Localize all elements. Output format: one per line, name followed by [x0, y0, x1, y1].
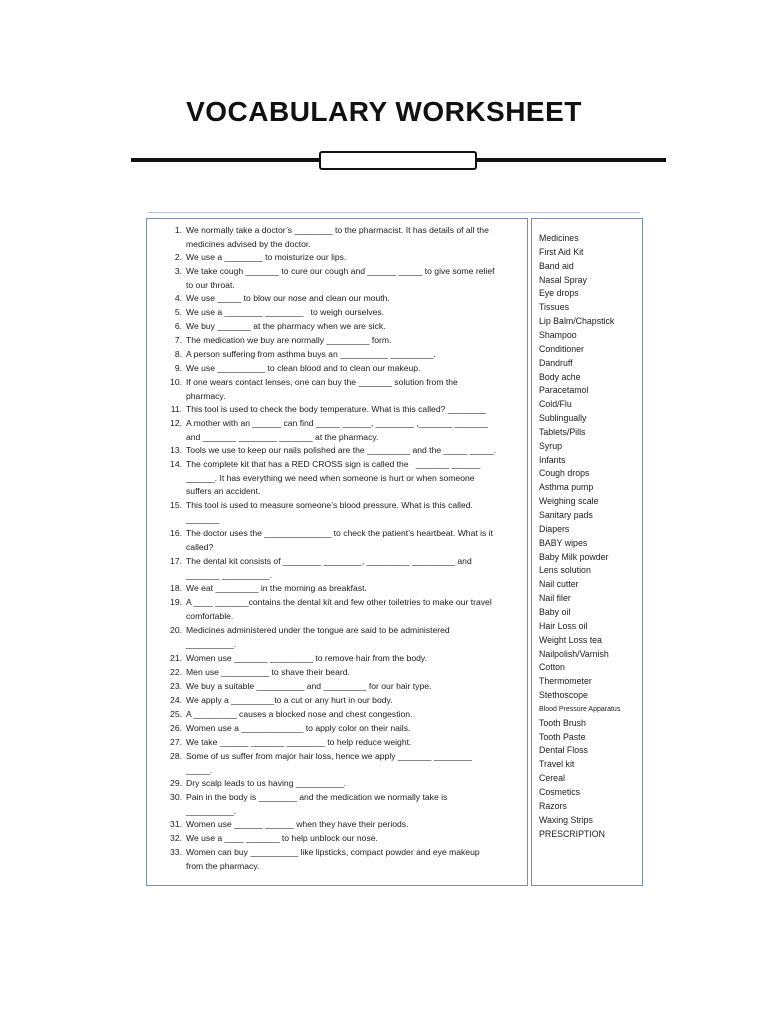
word-bank-item: Weight Loss tea [539, 634, 602, 645]
question-number: 2. [174, 252, 182, 262]
question-number: 1. [174, 225, 182, 235]
question-number: 25. [170, 709, 182, 719]
question-text: The dental kit consists of ________ ________, _________ _________ and _______ __________. [186, 556, 472, 580]
question-text: We use a ____ _______ to help unblock our nose. [186, 833, 378, 843]
question-number: 27. [170, 737, 182, 747]
question-text: Women use ______ ______ when they have their periods. [186, 819, 409, 829]
word-bank-item: Dental Floss [539, 745, 588, 756]
word-bank-item: Band aid [539, 260, 574, 271]
word-bank-item: Shampoo [539, 329, 577, 340]
question-number: 26. [170, 723, 182, 733]
question-number: 30. [170, 792, 182, 802]
word-bank-item: Weighing scale [539, 496, 599, 507]
question-text: A mother with an ______ can find _____ ______, ________ ,_______ _______ and _______ ________ _______ at the pharmacy. [186, 418, 488, 442]
question-text: Medicines administered under the tongue are said to be administered __________. [186, 625, 450, 649]
word-bank-item: Cereal [539, 773, 565, 784]
word-bank-item: Eye drops [539, 288, 579, 299]
word-bank-item: Stethoscope [539, 690, 588, 701]
word-bank-item: Waxing Strips [539, 814, 593, 825]
question-number: 23. [170, 681, 182, 691]
question-number: 17. [170, 556, 182, 566]
question-number: 18. [170, 583, 182, 593]
word-bank-item: Cotton [539, 662, 565, 673]
question-number: 10. [170, 377, 182, 387]
question-number: 24. [170, 695, 182, 705]
word-bank-item: Thermometer [539, 676, 592, 687]
question-text: We normally take a doctor’s ________ to the pharmacist. It has details of all the medicines advised by the doctor. [186, 225, 489, 249]
question-text: Women use a _____________ to apply color on their nails. [186, 723, 411, 733]
word-bank-item: Syrup [539, 440, 562, 451]
question-text: We use __________ to clean blood and to clean our makeup. [186, 363, 421, 373]
question-text: The doctor uses the ______________ to check the patient’s heartbeat. What is it called? [186, 528, 494, 552]
question-number: 6. [174, 321, 182, 331]
question-text: Some of us suffer from major hair loss, hence we apply _______ ________ _____. [186, 751, 472, 775]
word-bank-item: Hair Loss oil [539, 620, 588, 631]
question-text: We eat _________ in the morning as breakfast. [186, 583, 367, 593]
question-text: We apply a _________to a cut or any hurt in our body. [186, 695, 393, 705]
question-text: A ____ _______contains the dental kit and few other toiletries to make our travel comfortable. [186, 597, 492, 621]
word-bank-item: Tooth Paste [539, 731, 586, 742]
question-number: 33. [170, 847, 182, 857]
question-text: The medication we buy are normally _________ form. [186, 335, 392, 345]
word-bank-item: Nail filer [539, 593, 571, 604]
word-bank-item: Tablets/Pills [539, 426, 586, 437]
question-number: 9. [174, 363, 182, 373]
word-bank-item: Infants [539, 454, 566, 465]
word-bank-item: Nasal Spray [539, 274, 587, 285]
word-bank-item: Sublingually [539, 413, 587, 424]
word-bank-item: Body ache [539, 371, 581, 382]
word-bank-item: Diapers [539, 523, 570, 534]
question-text: Tools we use to keep our nails polished are the _________ and the _____ _____. [186, 445, 497, 455]
question-text: We buy a suitable __________ and _________ for our hair type. [186, 681, 432, 691]
word-bank-item: Lens solution [539, 565, 591, 576]
question-text: We buy _______ at the pharmacy when we are sick. [186, 321, 386, 331]
word-bank-item: Sanitary pads [539, 510, 593, 520]
question-number: 29. [170, 778, 182, 788]
question-number: 5. [174, 307, 182, 317]
question-number: 31. [170, 819, 182, 829]
question-text: We take ______ _______ ________ to help reduce weight. [186, 737, 412, 747]
question-text: Pain in the body is ________ and the medication we normally take is __________. [186, 792, 448, 816]
word-bank-item: Cosmetics [539, 787, 581, 797]
question-text: The complete kit that has a RED CROSS sign is called the _______ ______ ______. It has everything we need when someone is hurt or when someone suffers an accident. [186, 459, 481, 497]
question-number: 4. [174, 293, 182, 303]
word-bank-item: Cold/Flu [539, 399, 572, 410]
question-number: 14. [170, 459, 182, 469]
question-number: 11. [170, 404, 182, 414]
question-text: If one wears contact lenses, one can buy the _______ solution from the pharmacy. [186, 377, 458, 401]
question-number: 3. [174, 266, 182, 276]
worksheet-title: VOCABULARY WORKSHEET [186, 96, 582, 127]
word-bank-item: Baby oil [539, 606, 571, 617]
question-text: Men use __________ to shave their beard. [186, 667, 350, 677]
question-text: We use _____ to blow our nose and clean our mouth. [186, 293, 390, 303]
question-number: 32. [170, 833, 182, 843]
question-text: A person suffering from asthma buys an __________ _________. [186, 349, 436, 359]
word-bank-item: Conditioner [539, 343, 584, 354]
title-divider-box [319, 151, 477, 170]
word-bank-item: Baby Milk powder [539, 551, 609, 562]
question-number: 28. [170, 751, 182, 761]
question-number: 13. [170, 445, 182, 455]
question-text: We use a ________ ________ to weigh ourselves. [186, 307, 385, 317]
question-text: Women can buy __________ like lipsticks, compact powder and eye makeup from the pharmacy. [186, 847, 480, 871]
question-text: We use a ________ to moisturize our lips. [186, 252, 347, 262]
question-number: 20. [170, 625, 182, 635]
question-number: 22. [170, 667, 182, 677]
word-bank-item: Blood Pressure Apparatus [539, 705, 621, 713]
word-bank-item: Paracetamol [539, 385, 589, 396]
word-bank-item: Razors [539, 800, 567, 811]
question-text: This tool is used to check the body temperature. What is this called? ________ [186, 404, 486, 414]
word-bank-item: Cough drops [539, 468, 590, 479]
question-number: 7. [174, 335, 182, 345]
word-bank-item: Dandruff [539, 357, 573, 368]
question-number: 12. [170, 418, 182, 428]
content-top-line [148, 212, 640, 213]
question-number: 15. [170, 500, 182, 510]
question-text: Women use _______ _________ to remove hair from the body. [186, 653, 427, 663]
word-bank-item: Lip Balm/Chapstick [539, 316, 615, 327]
word-bank-item: BABY wipes [539, 537, 588, 548]
word-bank-item: Medicines [539, 233, 579, 243]
question-number: 8. [174, 349, 182, 359]
question-number: 21. [170, 653, 182, 663]
question-text: Dry scalp leads to us having __________. [186, 778, 347, 788]
word-bank-item: Nail cutter [539, 579, 579, 590]
word-bank-item: PRESCRIPTION [539, 828, 605, 839]
question-text: This tool is used to measure someone’s blood pressure. What is this called. _______ [186, 500, 473, 524]
question-text: A _________ causes a blocked nose and chest congestion. [186, 709, 413, 719]
word-bank-item: First Aid Kit [539, 246, 584, 257]
question-number: 16. [170, 528, 182, 538]
word-bank-item: Tissues [539, 302, 569, 313]
word-bank-item: Tooth Brush [539, 717, 586, 728]
word-bank-item: Asthma pump [539, 482, 594, 493]
question-text: We take cough _______ to cure our cough and ______ _____ to give some relief to our throat. [186, 266, 495, 290]
word-bank-item: Nailpolish/Varnish [539, 648, 609, 659]
question-number: 19. [170, 597, 182, 607]
word-bank-item: Travel kit [539, 759, 575, 770]
